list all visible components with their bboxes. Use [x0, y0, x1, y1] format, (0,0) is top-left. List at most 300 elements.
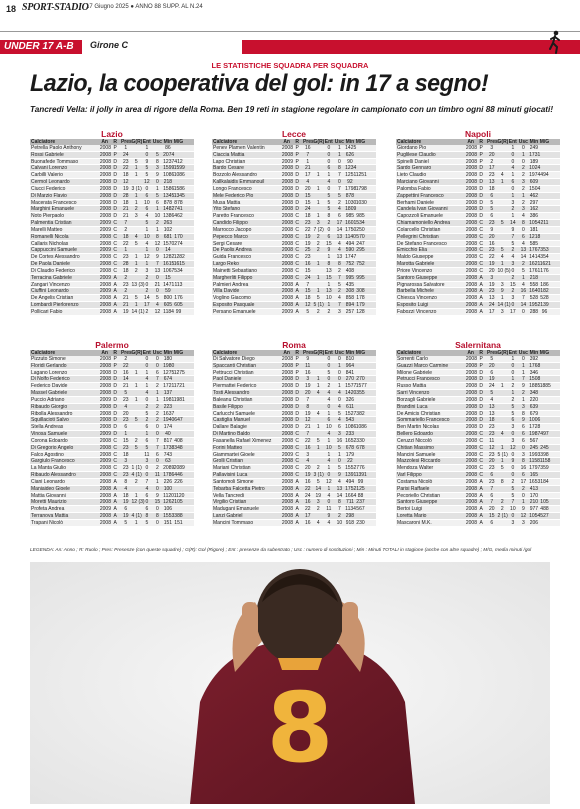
column-header: Min [345, 350, 355, 356]
table-cell: 2008 [99, 383, 111, 390]
table-row [30, 159, 194, 166]
table-cell: 4 [337, 247, 341, 254]
column-header: Calciatore [213, 139, 238, 145]
table-cell: Guazzi Marco Carmine [397, 362, 449, 369]
table-cell: 19 [488, 376, 495, 383]
table-cell: A [113, 499, 117, 506]
table-cell: Emicchio Elia [397, 247, 428, 254]
table-cell: 14 [165, 247, 171, 254]
table-cell: 3 [521, 403, 525, 410]
table-cell: 2008 [281, 220, 293, 227]
table-cell: 2008 [281, 288, 293, 295]
table-cell: 543 [345, 417, 355, 424]
table-cell: 2008 [99, 437, 111, 444]
table-cell: 2008 [465, 390, 477, 397]
table-cell: 218 [529, 274, 539, 281]
table-cell: 1570 [163, 240, 175, 247]
table-cell: 2 [511, 396, 515, 403]
table-cell [355, 363, 366, 369]
table-cell: 1 [145, 145, 149, 151]
table-cell: C [113, 240, 117, 247]
table-cell: 1728 [529, 424, 541, 431]
table-cell: Cappuccini Samuele [31, 247, 77, 254]
table-cell [539, 200, 550, 206]
table-cell: Fasanella Rafael Ximenez [213, 437, 272, 444]
table-cell: 5 [490, 199, 494, 206]
table-cell [539, 152, 550, 158]
table-cell: 1134 [345, 506, 356, 513]
table-cell: D [295, 185, 299, 192]
table-row [30, 417, 194, 424]
table-cell [313, 152, 324, 158]
table-cell: P [479, 145, 483, 151]
brand-logo: SPORT-STADIO [22, 2, 89, 13]
table-cell: 6 [490, 492, 494, 499]
table-cell [131, 452, 142, 458]
table-cell: 16 [304, 261, 311, 268]
table-cell: 2008 [281, 431, 293, 438]
table-cell [131, 458, 142, 464]
table-cell: D [479, 383, 483, 390]
table-cell: Sorrenti Carlo [397, 356, 428, 362]
table-cell: 446 [174, 472, 183, 479]
table-cell: Santoro Giuseppe [397, 274, 438, 281]
table-row [212, 152, 376, 159]
column-header: M/G [355, 350, 366, 356]
table-cell: 355 [356, 390, 365, 397]
table-cell: De Cortes Alessandro [31, 254, 80, 261]
table-cell: 165 [529, 472, 539, 479]
table-cell: A [295, 485, 299, 492]
table-row [396, 417, 560, 424]
table-cell: 2008 [99, 519, 111, 526]
table-cell: 7 [521, 376, 525, 383]
table-cell: 0 [145, 281, 149, 288]
table-row [30, 152, 194, 159]
column-header: R [113, 139, 117, 145]
table-cell: 0 [521, 444, 525, 451]
table-cell: 1030 [345, 199, 357, 206]
table-cell: 558 [529, 281, 539, 288]
table-cell: 12 [144, 179, 150, 186]
table-row [212, 241, 376, 248]
table-cell: 23 [122, 158, 129, 165]
table-cell: Pettrucci Christian [213, 369, 254, 376]
table-cell: 263 [163, 220, 173, 227]
table-cell: 288 [529, 308, 539, 315]
table-cell [173, 363, 184, 369]
table-cell: 1652 [345, 437, 357, 444]
column-header: M/G [173, 139, 184, 145]
table-cell: 330 [356, 437, 365, 444]
table-cell [497, 417, 508, 423]
column-header: An [467, 139, 474, 145]
table-cell: D [113, 192, 117, 199]
table-cell: 0 [511, 362, 515, 369]
table-cell [539, 206, 550, 212]
table-cell: D [479, 185, 483, 192]
table-cell: Mancini Tommaso [213, 519, 254, 526]
table-cell [313, 179, 324, 185]
team-title: Lecce [281, 129, 307, 139]
table-cell: C [113, 444, 117, 451]
table-cell: Spaccanti Christian [213, 362, 257, 369]
table-cell: C [113, 451, 117, 458]
table-cell: 22 [304, 226, 311, 233]
table-cell: 0 [337, 158, 341, 165]
table-cell: 1599 [163, 165, 175, 172]
table-cell: 2 [316, 465, 320, 472]
table-cell: Kallkalaidis Emmanouil [213, 179, 265, 186]
table-cell [131, 424, 142, 430]
table-cell: 2008 [281, 199, 293, 206]
table-cell [497, 376, 508, 382]
table-cell: 21 [122, 206, 129, 213]
table-cell: 1282 [173, 254, 185, 261]
table-cell: 3 [500, 308, 504, 315]
table-cell: 13 [336, 233, 343, 240]
table-cell: 1 [316, 288, 320, 295]
table-cell: Puglilese Claudio [397, 151, 436, 158]
table-cell: 3 [316, 499, 320, 506]
table-row [30, 261, 194, 268]
table-cell: 4 [327, 179, 331, 186]
table-cell: D [479, 410, 483, 417]
table-cell: 2 [490, 158, 494, 165]
table-cell: 8 [155, 513, 159, 520]
column-header: R [113, 350, 117, 356]
table-cell: 1601 [345, 220, 357, 227]
table-cell: 2008 [465, 158, 477, 165]
table-row [396, 472, 560, 479]
table-cell: D [295, 410, 299, 417]
table-cell: 0 [337, 356, 341, 362]
table-cell: 1 [521, 274, 525, 281]
table-row [396, 506, 560, 513]
table-cell: 1482 [163, 206, 175, 213]
table-row [30, 458, 194, 465]
table-cell [355, 417, 366, 423]
table-cell: Milone Gabriele [397, 369, 433, 376]
table-cell: 1 [316, 274, 320, 281]
table-cell: 2 [521, 485, 525, 492]
table-cell: 11 [305, 362, 311, 369]
table-cell: 223 [163, 403, 173, 410]
table-cell: 10 [336, 519, 343, 526]
table-cell: Baleanu Christian [213, 396, 253, 403]
table-cell: Tosti Alessandro [213, 390, 250, 397]
table-cell: 0 [511, 158, 515, 165]
table-cell: Noto Pierpaolo [31, 213, 65, 220]
table-cell: 9 [306, 356, 310, 362]
table-row [30, 200, 194, 207]
table-cell: 226 [174, 478, 183, 485]
table-row [212, 486, 376, 493]
table-row [212, 186, 376, 193]
table-cell: 2008 [281, 151, 293, 158]
table-cell: 59 [165, 288, 171, 295]
table-cell: 2008 [465, 478, 477, 485]
column-header: Calciatore [397, 350, 422, 356]
table-cell: 8 [155, 233, 159, 240]
table-cell: A [479, 295, 483, 302]
table-cell: 1 [521, 151, 525, 158]
table-cell: 0 [155, 356, 159, 362]
table-cell: 4 [337, 417, 341, 424]
table-cell: 386 [529, 213, 539, 220]
table-cell: 2008 [281, 492, 293, 499]
table-row [212, 295, 376, 302]
column-header: Min [163, 139, 173, 145]
table-cell: 894 [345, 302, 355, 309]
section-label: NAZIONALI [498, 82, 542, 91]
table-cell: 22 [122, 165, 129, 172]
table-cell: 22 [304, 437, 311, 444]
table-cell: 2008 [99, 179, 111, 186]
table-cell: 21 [122, 302, 129, 309]
table-cell: Dallare Balagie [213, 424, 247, 431]
table-cell [497, 472, 508, 478]
table-cell: 5 [134, 240, 138, 247]
table-cell: 1987 [529, 431, 541, 438]
table-cell: 181 [529, 226, 539, 233]
table-cell: 5 [337, 410, 341, 417]
table-cell: 1391 [355, 472, 367, 479]
table-cell: 5 [337, 192, 341, 199]
table-cell: 1885 [539, 383, 551, 390]
table-cell: 2008 [465, 254, 477, 261]
table-cell: Sarri Vincenzo [397, 390, 430, 397]
table-cell: 494 [345, 240, 355, 247]
table-row [212, 227, 376, 234]
table-cell: 16 [304, 478, 311, 485]
table-cell: 1 [155, 226, 159, 233]
table-cell: 1637 [163, 410, 175, 417]
table-cell: 1 [316, 172, 320, 179]
table-cell: 20 [488, 506, 495, 513]
table-cell [355, 268, 366, 274]
table-cell: C [479, 465, 483, 472]
table-cell: 2008 [465, 233, 477, 240]
table-cell: D [479, 172, 483, 179]
table-cell: 24 [122, 151, 129, 158]
table-cell: 0 [155, 431, 159, 438]
table-cell: 3 [511, 519, 515, 526]
table-cell: 1 [134, 254, 138, 261]
table-cell: 1552 [345, 465, 357, 472]
table-cell [355, 370, 366, 376]
table-cell: 752 [356, 261, 365, 268]
page-header [0, 0, 580, 32]
table-cell: 14 [336, 492, 343, 499]
table-cell: 1664 [345, 492, 357, 499]
table-cell [497, 206, 508, 212]
table-cell: 1993 [529, 451, 541, 458]
table-row [30, 206, 194, 213]
table-cell: 497 [540, 431, 549, 438]
table-cell: C [113, 226, 117, 233]
table-cell: 2008 [99, 424, 111, 431]
table-cell: 6 [145, 437, 149, 444]
table-cell: 10 [144, 233, 150, 240]
table-cell: C [295, 431, 299, 438]
table-cell: Massel Gabriele [31, 390, 68, 397]
table-cell [173, 275, 184, 281]
table-cell: 189 [529, 158, 539, 165]
team-table-roma [212, 341, 376, 527]
table-cell: 2008 [281, 206, 293, 213]
table-cell: 2008 [465, 362, 477, 369]
table-cell [539, 234, 550, 240]
table-cell: 3 [511, 437, 515, 444]
table-cell: 2008 [281, 179, 293, 186]
table-cell: 2 [155, 403, 159, 410]
table-cell: D [113, 431, 117, 438]
table-row [212, 465, 376, 472]
table-cell: 3 [145, 458, 149, 465]
table-cell: A [479, 492, 483, 499]
column-header: Calciatore [397, 139, 422, 145]
table-cell: 2008 [99, 356, 111, 362]
table-cell: 2 [316, 506, 320, 513]
table-cell: 16 [488, 240, 495, 247]
table-cell: 1386 [163, 213, 175, 220]
table-cell: 0 [327, 185, 331, 192]
table-cell: 22 [122, 240, 129, 247]
table-cell: 1275 [173, 369, 185, 376]
table-cell: 1761 [529, 267, 541, 274]
table-cell: 6 [124, 506, 128, 513]
table-cell [539, 424, 550, 430]
table-cell: 2 [155, 465, 159, 472]
table-cell: 2008 [465, 179, 477, 186]
table-cell: 13 [326, 267, 332, 274]
table-cell [539, 411, 550, 417]
column-header: Usc [152, 139, 162, 145]
table-cell: 210 [529, 499, 539, 506]
table-cell: 1 [134, 302, 138, 309]
table-cell: Spinelli Daniel [397, 158, 429, 165]
table-row [396, 452, 560, 459]
table-cell: D [479, 403, 483, 410]
table-row [396, 165, 560, 172]
table-cell: 139 [540, 302, 549, 309]
table-row [212, 282, 376, 289]
table-cell: 20 [304, 465, 311, 472]
table-cell: Santomoli Simone [213, 478, 254, 485]
table-cell: 22 [122, 362, 129, 369]
table-cell: 2008 [99, 417, 111, 424]
table-cell: 4 [521, 240, 525, 247]
table-cell [497, 438, 508, 444]
table-cell: 5 (1) [313, 302, 324, 309]
column-header: Ent [324, 350, 333, 356]
table-cell: 841 [345, 369, 355, 376]
table-cell: Pellegrini Christian [397, 233, 439, 240]
table-cell: 2 [155, 410, 159, 417]
table-cell: Zangari Vincenzo [31, 281, 70, 288]
table-row [212, 499, 376, 506]
table-cell: 2 [521, 261, 525, 268]
table-cell: 2 [145, 288, 149, 295]
table-cell: Persano Emanuele [213, 308, 256, 315]
table-cell: 99 [175, 308, 182, 315]
table-cell: 206 [529, 519, 539, 526]
team-title: Roma [282, 340, 306, 350]
table-cell: D [113, 403, 117, 410]
table-cell: 8 [155, 158, 159, 165]
table-cell: 2 [521, 199, 525, 206]
table-cell: 24 [304, 492, 311, 499]
table-cell: 1621 [529, 261, 541, 268]
table-cell: 0 [511, 513, 515, 520]
table-cell: Penev Plamen Valentin [213, 145, 265, 151]
table-row [212, 145, 376, 152]
table-cell: 2 [145, 403, 149, 410]
table-cell: 28 [122, 192, 129, 199]
table-cell: A [479, 288, 483, 295]
table-cell: 6 [327, 165, 331, 172]
table-cell: 6 [521, 424, 525, 431]
table-row [30, 472, 194, 479]
table-cell: 7 [521, 295, 525, 302]
table-cell: 40 [165, 431, 171, 438]
table-cell: 528 [540, 295, 549, 302]
table-cell: 179 [356, 302, 365, 309]
table-cell: 9 [337, 472, 341, 479]
table-cell: 2008 [99, 199, 111, 206]
column-header: Ent [142, 139, 151, 145]
table-row [396, 206, 560, 213]
table-cell: 8 [145, 513, 149, 520]
table-cell: 2 [134, 206, 138, 213]
table-cell [313, 370, 324, 376]
table-cell: 1 [316, 185, 320, 192]
table-cell [313, 513, 324, 519]
table-cell: 7 [306, 431, 310, 438]
table-cell: 23 [488, 220, 495, 227]
table-cell: 23 [488, 431, 495, 438]
table-cell [313, 356, 324, 362]
table-cell: 2008 [99, 513, 111, 520]
table-cell: 14 [510, 220, 516, 227]
table-cell: 0 [155, 179, 159, 186]
table-cell: 408 [174, 437, 183, 444]
table-cell: 1 [134, 261, 138, 268]
table-cell: 5 [155, 295, 159, 302]
table-cell [355, 179, 366, 185]
table-row [212, 172, 376, 179]
table-cell: 9 [521, 417, 525, 424]
table-cell: 17 [520, 478, 527, 485]
player-photo [30, 562, 550, 804]
table-cell: Floridi Gerlando [31, 362, 67, 369]
table-cell [131, 356, 142, 362]
table-cell: 90 [347, 158, 353, 165]
table-cell: Corona Edoardo [31, 437, 68, 444]
table-cell [497, 390, 508, 396]
table-cell: 0 [337, 369, 341, 376]
table-cell: 1738 [163, 444, 175, 451]
table-cell: 7 [155, 261, 159, 268]
table-cell [131, 376, 142, 382]
table-row [212, 275, 376, 282]
table-cell: A [295, 308, 299, 315]
table-cell: 2 [124, 356, 128, 362]
table-cell: 226 [163, 478, 173, 485]
table-cell: 23 [122, 465, 129, 472]
table-cell: Bozzolo Alessandro [213, 172, 257, 179]
